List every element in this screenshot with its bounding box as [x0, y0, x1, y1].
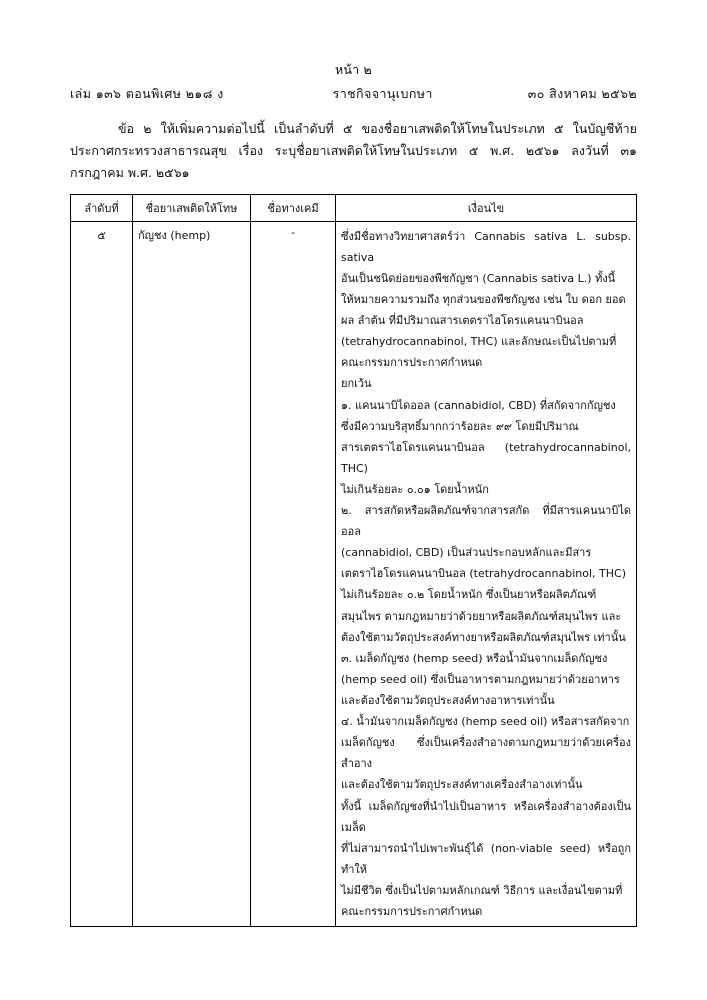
condition-line: ซึ่งมีชื่อทางวิทยาศาสตร์ว่า Cannabis sativa L. subsp. sativa: [341, 229, 631, 264]
table-row: [71, 221, 637, 927]
condition-line: ไม่มีชีวิต ซึ่งเป็นไปตามหลักเกณฑ์ วิธีการ และเงื่อนไขตามที่: [341, 884, 623, 898]
condition-line: และต้องใช้ตามวัตถุประสงค์ทางอาหารเท่านั้น: [341, 694, 555, 708]
condition-line: ๑. แคนนาบิไดออล (cannabidiol, CBD) ที่สกัดจากกัญชง: [341, 398, 616, 412]
clause-paragraph: [70, 118, 637, 184]
condition-line: (tetrahydrocannabinol, THC) และลักษณะเป็นไปตามที่: [341, 335, 617, 349]
condition-line: และต้องใช้ตามวัตถุประสงค์ทางเครื่องสำอางเท่านั้น: [341, 778, 583, 792]
condition-line: ๔. น้ำมันจากเมล็ดกัญชง (hemp seed oil) หรือสารสกัดจาก: [341, 715, 630, 729]
cell-name: กัญชง (hemp): [133, 221, 251, 927]
condition-line: ที่ไม่สามารถนำไปเพาะพันธุ์ได้ (non-viable seed) หรือถูกทำให้: [341, 841, 631, 876]
narcotics-table: [70, 194, 637, 928]
column-header-order: ลำดับที่: [71, 194, 133, 221]
condition-line: ผล ลำต้น ที่มีปริมาณสารเตตราไฮโดรแคนนาบินอล: [341, 314, 584, 328]
condition-line: ๒. สารสกัดหรือผลิตภัณฑ์จากสารสกัด ที่มีสารแคนนาบิไดออล: [341, 504, 631, 539]
condition-line: (cannabidiol, CBD) เป็นส่วนประกอบหลักและมีสาร: [341, 546, 592, 560]
gazette-volume: เล่ม ๑๓๖ ตอนพิเศษ ๒๑๘ ง: [70, 86, 224, 101]
condition-line: เมล็ดกัญชง ซึ่งเป็นเครื่องสำอางตามกฎหมายว่าด้วยเครื่องสำอาง: [341, 736, 631, 771]
condition-line: ทั้งนี้ เมล็ดกัญชงที่นำไปเป็นอาหาร หรือเครื่องสำอางต้องเป็นเมล็ด: [341, 799, 631, 834]
condition-line: (hemp seed oil) ซึ่งเป็นอาหารตามกฎหมายว่าด้วยอาหาร: [341, 672, 620, 686]
condition-line: อันเป็นชนิดย่อยของพืชกัญชา (Cannabis sativa L.) ทั้งนี้: [341, 271, 616, 285]
page-number-header: หน้า ๒: [334, 62, 373, 77]
condition-line: คณะกรรมการประกาศกำหนด: [341, 905, 483, 919]
clause-line-3: ลงวันที่ ๓๑ กรกฎาคม พ.ศ. ๒๕๖๑: [70, 142, 637, 180]
cell-order: ๕: [71, 221, 133, 927]
condition-line: สมุนไพร ตามกฎหมายว่าด้วยยาหรือผลิตภัณฑ์สมุนไพร และ: [341, 609, 622, 623]
condition-line: ซึ่งมีความบริสุทธิ์มากกว่าร้อยละ ๙๙ โดยมีปริมาณ: [341, 419, 579, 433]
condition-line: ไม่เกินร้อยละ ๐.๒ โดยน้ำหนัก ซึ่งเป็นยาหรือผลิตภัณฑ์: [341, 588, 597, 602]
column-header-conditions: เงื่อนไข: [336, 194, 637, 221]
clause-line-1: ข้อ ๒ ให้เพิ่มความต่อไปนี้ เป็นลำดับที่ ๕ ของชื่อยาเสพติดให้โทษในประเภท ๕: [118, 121, 564, 136]
condition-line: ไม่เกินร้อยละ ๐.๐๑ โดยน้ำหนัก: [341, 482, 489, 496]
gazette-header-row: [70, 84, 637, 104]
gazette-date: ๓๐ สิงหาคม ๒๕๖๒: [527, 86, 637, 101]
condition-line: คณะกรรมการประกาศกำหนด: [341, 356, 483, 370]
condition-line: ยกเว้น: [341, 377, 372, 391]
condition-line: ต้องใช้ตามวัตถุประสงค์ทางยาหรือผลิตภัณฑ์สมุนไพร เท่านั้น: [341, 630, 626, 644]
table-header-row: [71, 194, 637, 221]
clause-line-2: ในบัญชีท้ายประกาศกระทรวงสาธารณสุข เรื่อง ระบุชื่อยาเสพติดให้โทษในประเภท ๕ พ.ศ. ๒๕๖๑: [70, 121, 637, 158]
column-header-name: ชื่อยาเสพติดให้โทษ: [133, 194, 251, 221]
condition-line: ให้หมายความรวมถึง ทุกส่วนของพืชกัญชง เช่น ใบ ดอก ยอด: [341, 292, 626, 306]
condition-line: เตตราไฮโดรแคนนาบินอล (tetrahydrocannabinol, THC): [341, 567, 626, 581]
cell-conditions: [336, 221, 637, 927]
column-header-chemical: ชื่อทางเคมี: [251, 194, 336, 221]
condition-line: สารเตตราไฮโดรแคนนาบินอล (tetrahydrocannabinol, THC): [341, 440, 631, 475]
cell-chemical: -: [251, 221, 336, 927]
condition-line: ๓. เมล็ดกัญชง (hemp seed) หรือน้ำมันจากเมล็ดกัญชง: [341, 651, 608, 665]
gazette-title: ราชกิจจานุเบกษา: [332, 86, 433, 101]
